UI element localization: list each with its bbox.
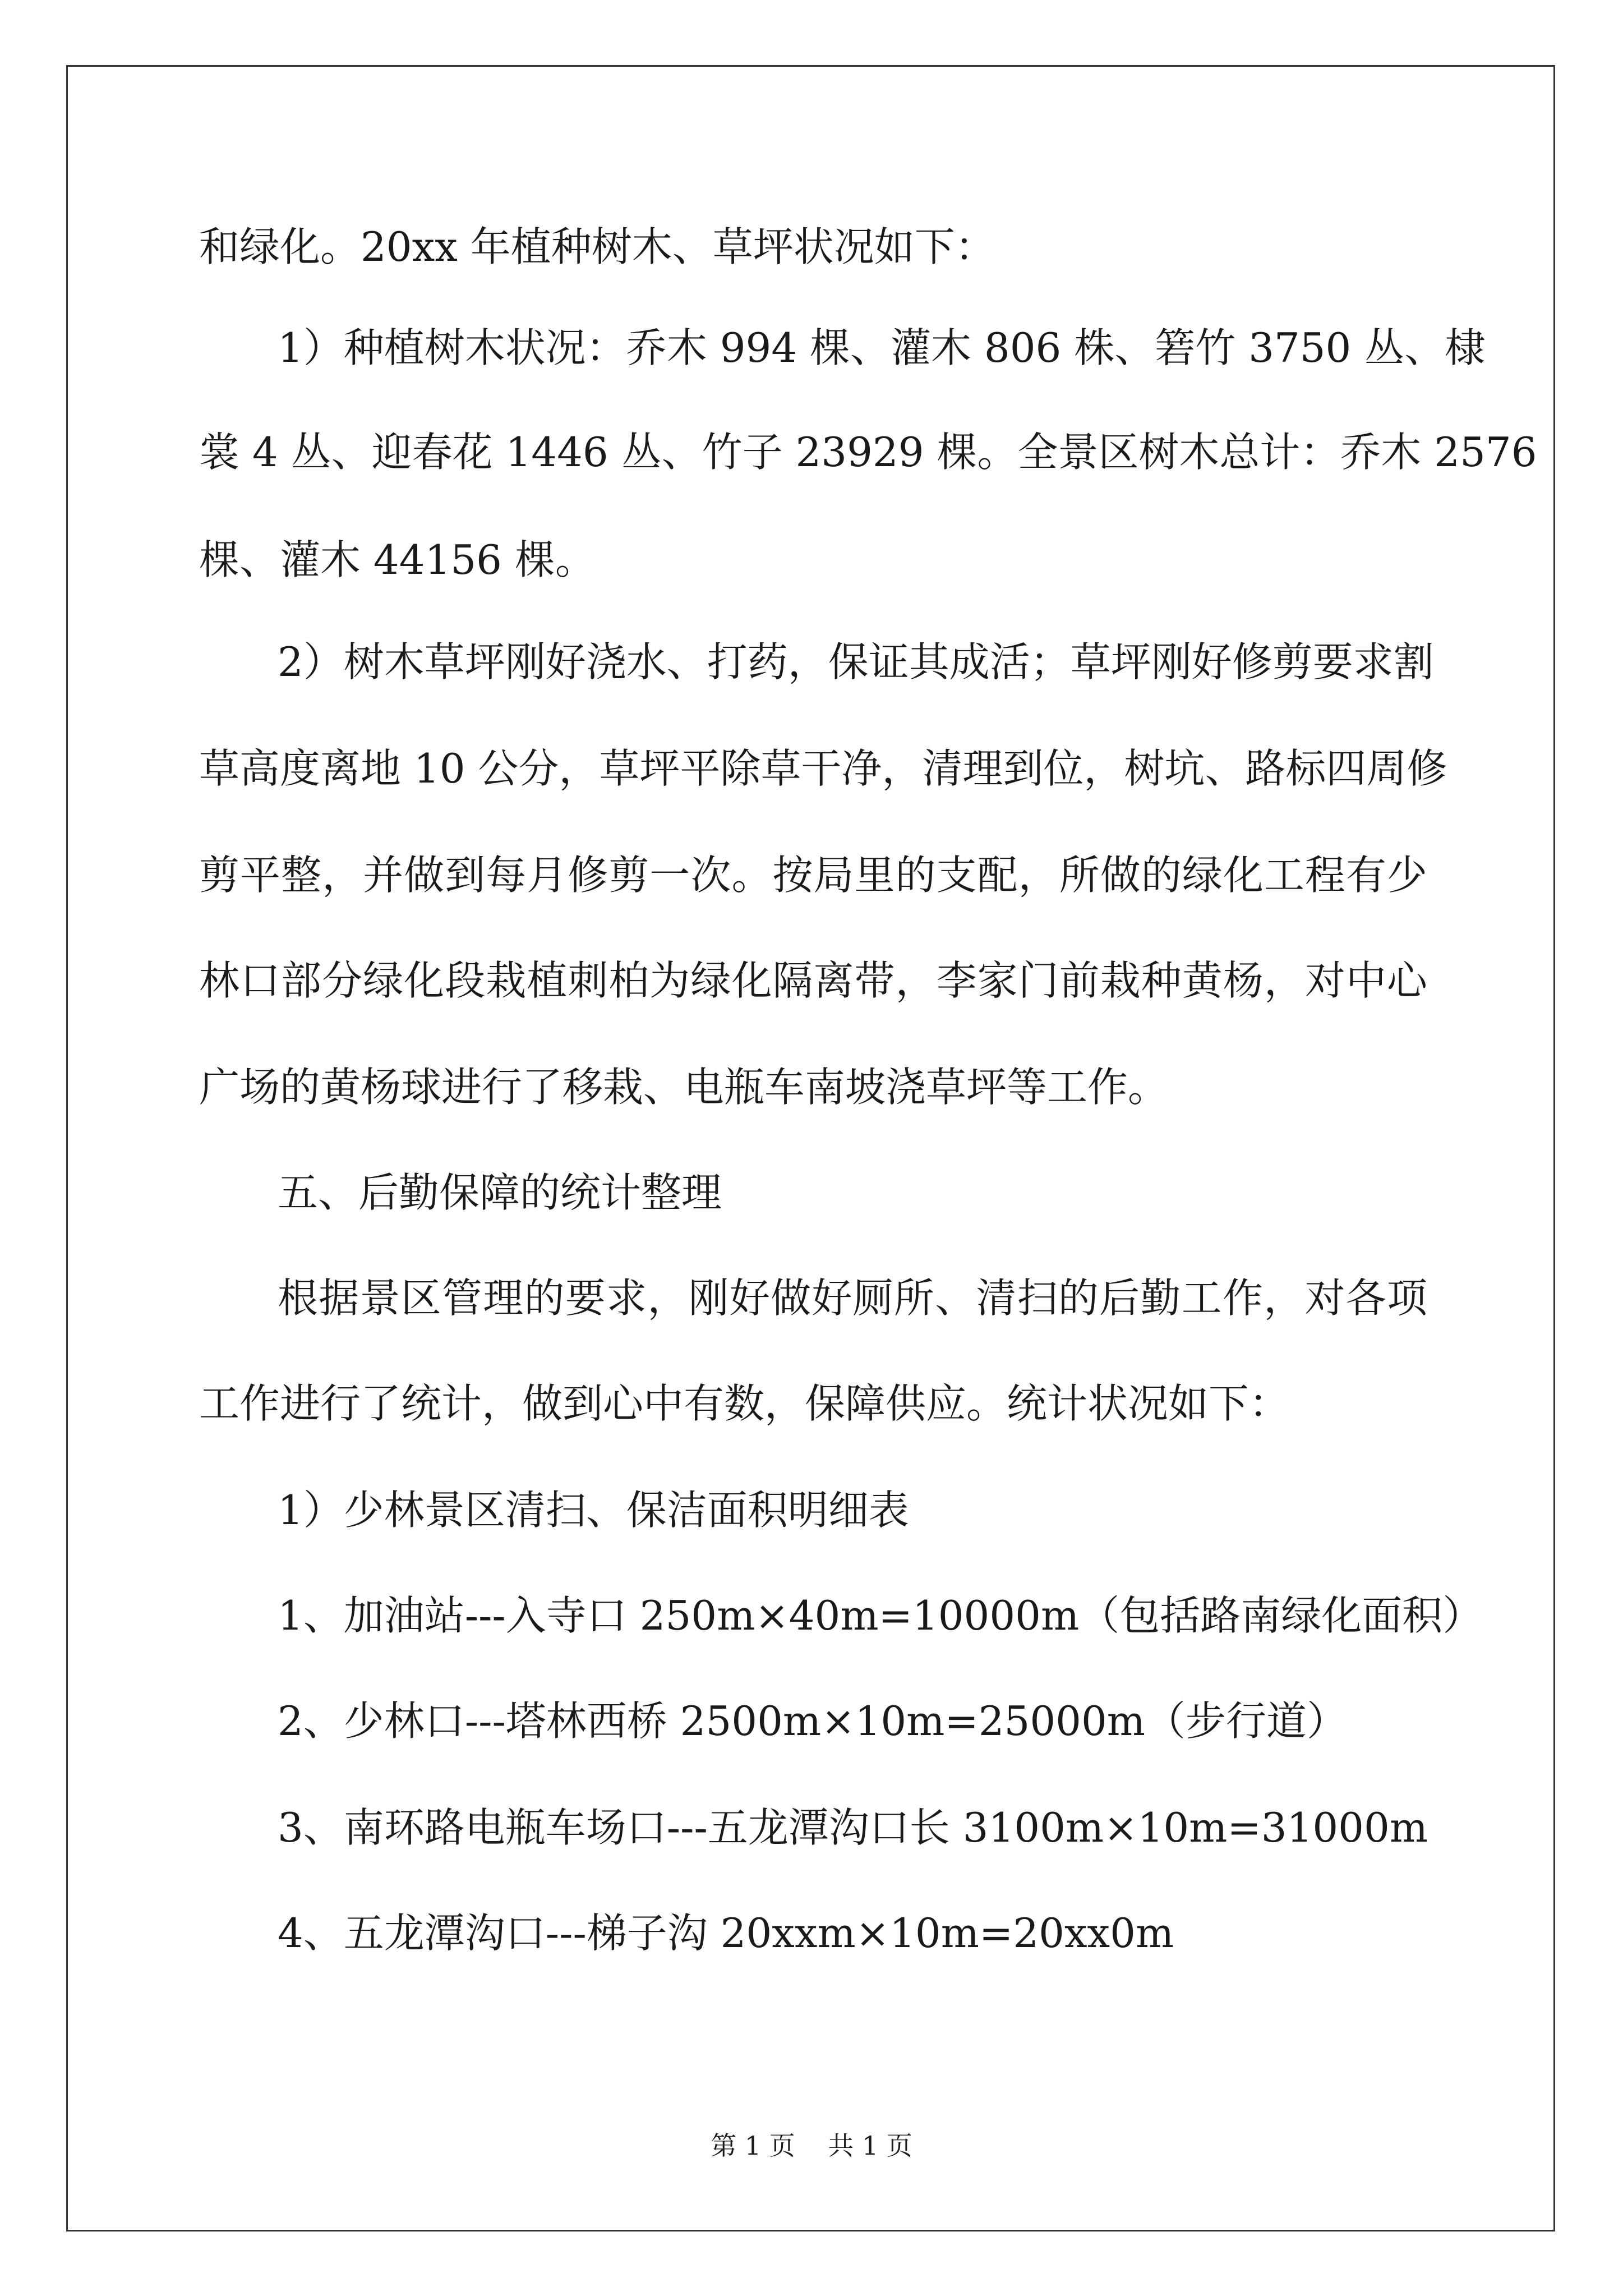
section-heading: 五、后勤保障的统计整理 — [278, 1169, 722, 1216]
text-line: 工作进行了统计，做到心中有数，保障供应。统计状况如下： — [199, 1380, 1290, 1427]
text-line: 裳 4 丛、迎春花 1446 丛、竹子 23929 棵。全景区树木总计：乔木 2576 — [199, 429, 1537, 476]
text-line: 和绿化。20xx 年植种树木、草坪状况如下： — [199, 223, 995, 270]
text-line: 1）少林景区清扫、保洁面积明细表 — [278, 1487, 909, 1534]
list-item: 2、少林口---塔林西桥 2500m×10m=25000m（步行道） — [278, 1697, 1348, 1745]
text-line: 根据景区管理的要求，刚好做好厕所、清扫的后勤工作，对各项 — [278, 1274, 1427, 1322]
text-line: 1）种植树木状况：乔木 994 棵、灌木 806 株、箬竹 3750 丛、棣 — [278, 324, 1486, 371]
text-line: 2）树木草坪刚好浇水、打药，保证其成活；草坪刚好修剪要求割 — [278, 638, 1434, 685]
text-line: 棵、灌木 44156 棵。 — [199, 536, 596, 583]
text-line: 林口部分绿化段栽植刺柏为绿化隔离带，李家门前栽种黄杨，对中心 — [199, 957, 1427, 1004]
page-footer: 第 1 页 共 1 页 — [711, 2131, 912, 2161]
text-line: 广场的黄杨球进行了移栽、电瓶车南坡浇草坪等工作。 — [199, 1064, 1169, 1111]
list-item: 4、五龙潭沟口---梯子沟 20xxm×10m=20xx0m — [278, 1910, 1174, 1957]
list-item: 3、南环路电瓶车场口---五龙潭沟口长 3100m×10m=31000m — [278, 1804, 1428, 1851]
text-line: 剪平整，并做到每月修剪一次。按局里的支配，所做的绿化工程有少 — [199, 852, 1427, 899]
list-item: 1、加油站---入寺口 250m×40m=10000m（包括路南绿化面积） — [278, 1592, 1483, 1639]
text-line: 草高度离地 10 公分，草坪平除草干净，清理到位，树坑、路标四周修 — [199, 745, 1447, 792]
